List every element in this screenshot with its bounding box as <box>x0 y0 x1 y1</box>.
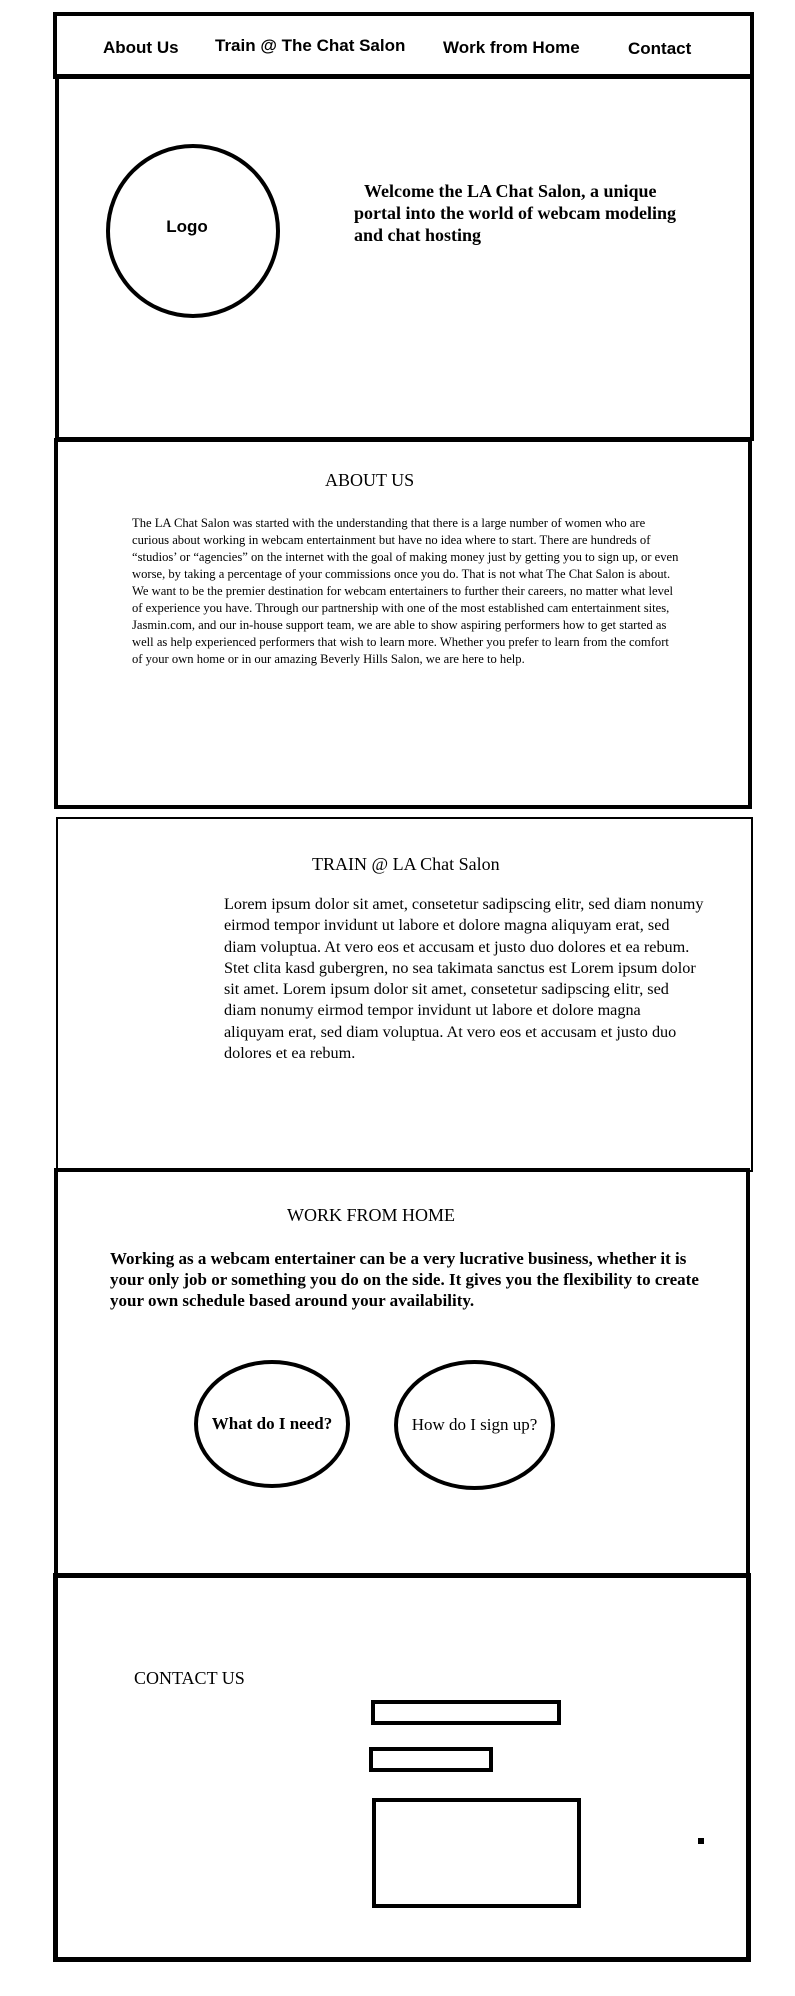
email-input[interactable] <box>369 1747 493 1772</box>
nav-work-from-home[interactable]: Work from Home <box>443 38 580 57</box>
work-intro: Working as a webcam entertainer can be a very lucrative business, whether it is your only job or something you do on the side. It gives you the flexibility to create your own schedule based around your availability. <box>110 1249 699 1310</box>
work-section <box>54 1168 750 1578</box>
about-heading: ABOUT US <box>325 470 415 490</box>
train-body: Lorem ipsum dolor sit amet, consetetur sadipscing elitr, sed diam nonumy eirmod tempor invidunt ut labore et dolore magna aliquyam erat, sed diam voluptua. At vero eos et accusam et justo duo dolores et ea rebum. Stet clita kasd gubergren, no sea takimata sanctus est Lorem ipsum dolor sit amet. Lorem ipsum dolor sit amet, consetetur sadipscing elitr, sed diam nonumy eirmod tempor invidunt ut labore et dolore magna aliquyam erat, sed diam voluptua. At vero eos et accusam et justo duo dolores et ea rebum. <box>224 895 704 1063</box>
submit-dot[interactable] <box>698 1838 704 1844</box>
welcome-text: Welcome the LA Chat Salon, a unique portal into the world of webcam modeling and chat hosting <box>354 181 676 245</box>
logo-placeholder[interactable] <box>106 144 280 318</box>
how-do-i-sign-up-label: How do I sign up? <box>411 1415 538 1434</box>
contact-heading: CONTACT US <box>134 1668 245 1688</box>
what-do-i-need-button[interactable] <box>194 1360 350 1488</box>
train-heading: TRAIN @ LA Chat Salon <box>312 854 500 874</box>
logo-label: Logo <box>166 217 208 236</box>
how-do-i-sign-up-button[interactable] <box>394 1360 555 1490</box>
nav-train[interactable]: Train @ The Chat Salon <box>215 36 406 55</box>
nav-contact[interactable]: Contact <box>628 39 692 58</box>
nav-about-us[interactable]: About Us <box>103 38 179 57</box>
message-textarea[interactable] <box>372 1798 581 1908</box>
work-heading: WORK FROM HOME <box>287 1205 456 1225</box>
what-do-i-need-label: What do I need? <box>211 1414 333 1433</box>
about-body: The LA Chat Salon was started with the understanding that there is a large number of women who are curious about working in webcam entertainment but have no idea where to start. There are hundreds of “studios’ or “agencies” on the internet with the goal of making money just by getting you to sign up, or even worse, by taking a percentage of your commissions once you do. That is not what The Chat Salon is about. We want to be the premier destination for webcam entertainers to further their careers, no matter what level of experience you have. Through our partnership with one of the most established cam entertainment sites, Jasmin.com, and our in-house support team, we are able to show aspiring performers how to get started as well as help experienced performers that wish to learn more. Whether you prefer to learn from the comfort of your own home or in our amazing Beverly Hills Salon, we are here to help. <box>132 516 679 666</box>
name-input[interactable] <box>371 1700 561 1725</box>
